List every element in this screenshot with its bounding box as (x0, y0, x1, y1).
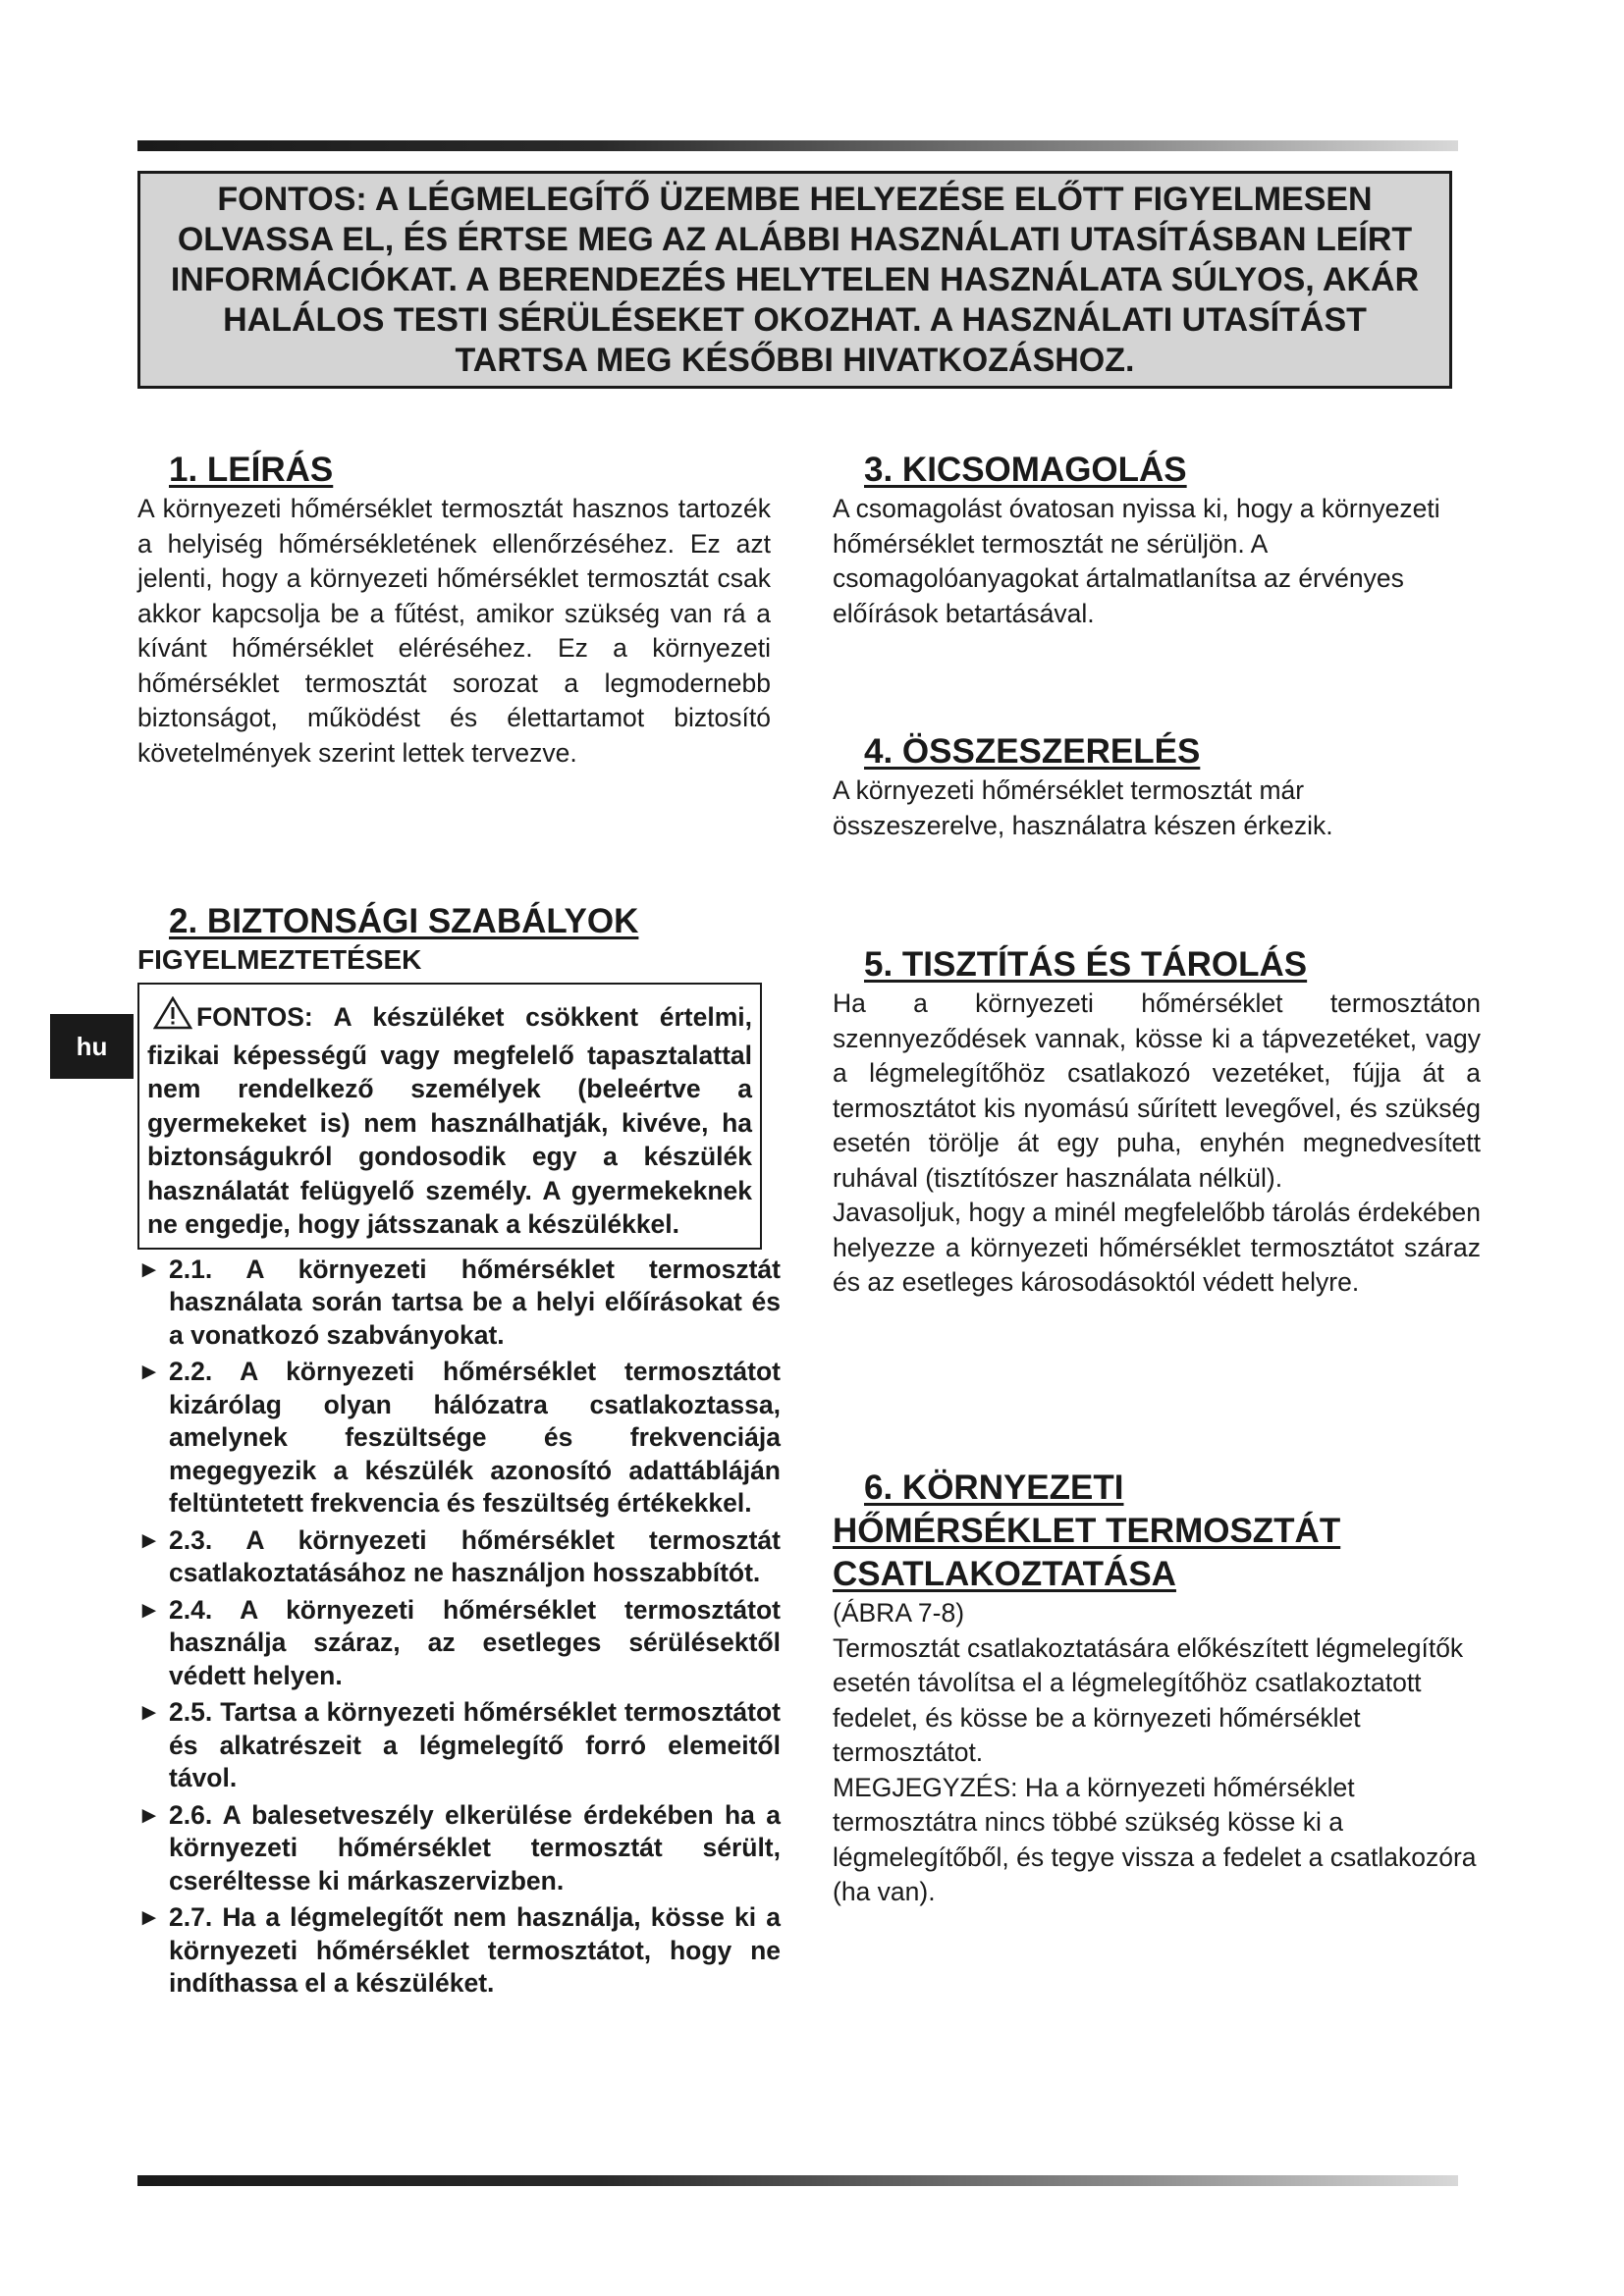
list-item: ► 2.2. A környezeti hőmérséklet termosztátot kizárólag olyan hálózatra csatlakoztassa, amelynek feszültsége és frekvenciája megegyezik a készülék azonosító adattábláján feltüntetett frekvencia és feszültség értékekkel. (137, 1357, 781, 1518)
top-rule (137, 140, 1458, 151)
section-safety-rules (137, 902, 781, 2004)
important-notice-box (137, 171, 1452, 389)
section-title: 3. KICSOMAGOLÁS (864, 451, 1187, 489)
section-title-line-3: CSATLAKOZTATÁSA (833, 1555, 1176, 1593)
section-title: 2. BIZTONSÁGI SZABÁLYOK (169, 902, 639, 940)
section-text-2: Javasoljuk, hogy a minél megfelelőbb tárolás érdekében helyezze a környezeti hőmérséklet termosztátot száraz és az esetleges károsodásoktól védett helyre. (833, 1198, 1481, 1297)
section-assembly (833, 732, 1481, 843)
important-notice-text: FONTOS: A LÉGMELEGÍTŐ ÜZEMBE HELYEZÉSE ELŐTT FIGYELMESEN OLVASSA EL, ÉS ÉRTSE MEG AZ ALÁBBI HASZNÁLATI UTASÍTÁSBAN LEÍRT INFORMÁCIÓKAT. A BERENDEZÉS HELYTELEN HASZNÁLATA SÚLYOS, AKÁR HALÁLOS TESTI SÉRÜLÉSEKET OKOZHAT. A HASZNÁLATI UTASÍTÁST TARTSA MEG KÉSŐBBI HIVATKOZÁSHOZ. (170, 180, 1420, 379)
section-title-line-1: 6. KÖRNYEZETI (864, 1468, 1124, 1507)
warning-box (137, 983, 762, 1250)
list-item: ► 2.7. Ha a légmelegítőt nem használja, kösse ki a környezeti hőmérséklet termosztátot, hogy ne indíthassa el a készüléket. (137, 1902, 781, 1998)
warning-text: FONTOS: A készüléket csökkent értelmi, fizikai képességű vagy megfelelő tapasztalattal nem rendelkező személyek (beleértve a gyermekeket is) nem használhatják, kivéve, ha biztonságukról gondosodik egy a készülék használatát felügyelő személy. A gyermekeknek ne engedje, hogy játsszanak a készülékkel. (147, 1002, 752, 1239)
list-item: ► 2.6. A balesetveszély elkerülése érdekében ha a környezeti hőmérséklet termosztát sérült, cseréltesse ki márkaszervizben. (137, 1799, 781, 1896)
section-text: Ha a környezeti hőmérséklet termosztáton szennyeződések vannak, kösse ki a tápvezetéket, vagy a légmelegítőhöz csatlakozó vezetéket, fújja át a termosztátot kis nyomású sűrített levegővel, és szükség esetén törölje át egy puha, enyhén megnedvesített ruhával (tisztítószer használata nélkül). (833, 988, 1481, 1193)
section-title: 5. TISZTÍTÁS ÉS TÁROLÁS (864, 945, 1308, 984)
safety-rules-list (137, 1254, 781, 2001)
list-item: ► 2.5. Tartsa a környezeti hőmérséklet termosztátot és alkatrészeit a légmelegítő forró elemeitől távol. (137, 1697, 781, 1792)
section-title: 1. LEÍRÁS (169, 451, 334, 489)
section-description (137, 451, 771, 771)
section-thermostat-connection (833, 1468, 1481, 1910)
section-text: A környezeti hőmérséklet termosztát már összeszerelve, használatra készen érkezik. (833, 775, 1333, 840)
bullet-arrow-icon: ► (137, 1801, 161, 1829)
warning-triangle-icon (153, 996, 192, 1039)
list-item: ► 2.1. A környezeti hőmérséklet termosztát használata során tartsa be a helyi előírásokat és a vonatkozó szabványokat. (137, 1254, 781, 1350)
bullet-arrow-icon: ► (137, 1699, 161, 1726)
section-text: A környezeti hőmérséklet termosztát hasznos tartozék a helyiség hőmérsékletének ellenőrzéséhez. Ez azt jelenti, hogy a környezeti hőmérséklet termosztát csak akkor kapcsolja be a fűtést, amikor szükség van rá a kívánt hőmérséklet eléréséhez. Ez a környezeti hőmérséklet termosztát sorozat a legmodernebb biztonságot, működést és élettartamot biztosító követelmények szerint lettek tervezve. (137, 494, 771, 768)
bottom-rule (137, 2175, 1458, 2186)
bullet-arrow-icon: ► (137, 1526, 161, 1554)
bullet-arrow-icon: ► (137, 1359, 161, 1385)
bullet-arrow-icon: ► (137, 1904, 161, 1931)
language-tab: hu (50, 1014, 134, 1079)
section-title-line-2: HŐMÉRSÉKLET TERMOSZTÁT (833, 1512, 1341, 1550)
bullet-arrow-icon: ► (137, 1596, 161, 1624)
section-text: A csomagolást óvatosan nyissa ki, hogy a környezeti hőmérséklet termosztát ne sérüljön. A csomagolóanyagokat ártalmatlanítsa az érvényes előírások betartásával. (833, 494, 1440, 628)
section-subtitle: FIGYELMEZTETÉSEK (137, 944, 422, 975)
list-item: ► 2.4. A környezeti hőmérséklet termosztátot használja száraz, az esetleges sérülésektől védett helyen. (137, 1594, 781, 1690)
section-cleaning-storage (833, 945, 1481, 1301)
figure-reference: (ÁBRA 7-8) (833, 1598, 965, 1628)
section-unpacking (833, 451, 1481, 631)
bullet-arrow-icon: ► (137, 1255, 161, 1283)
section-title: 4. ÖSSZESZERELÉS (864, 732, 1201, 771)
section-note: MEGJEGYZÉS: Ha a környezeti hőmérséklet termosztátra nincs többé szükség kösse ki a légmelegítőből, és tegye vissza a fedelet a csatlakozóra (ha van). (833, 1772, 1477, 1906)
section-text: Termosztát csatlakoztatására előkészített légmelegítők esetén távolítsa el a légmelegítőhöz csatlakoztatott fedelet, és kösse be a környezeti hőmérséklet termosztátot. (833, 1632, 1464, 1767)
list-item: ► 2.3. A környezeti hőmérséklet termosztát csatlakoztatásához ne használjon hosszabbítót. (137, 1524, 781, 1587)
